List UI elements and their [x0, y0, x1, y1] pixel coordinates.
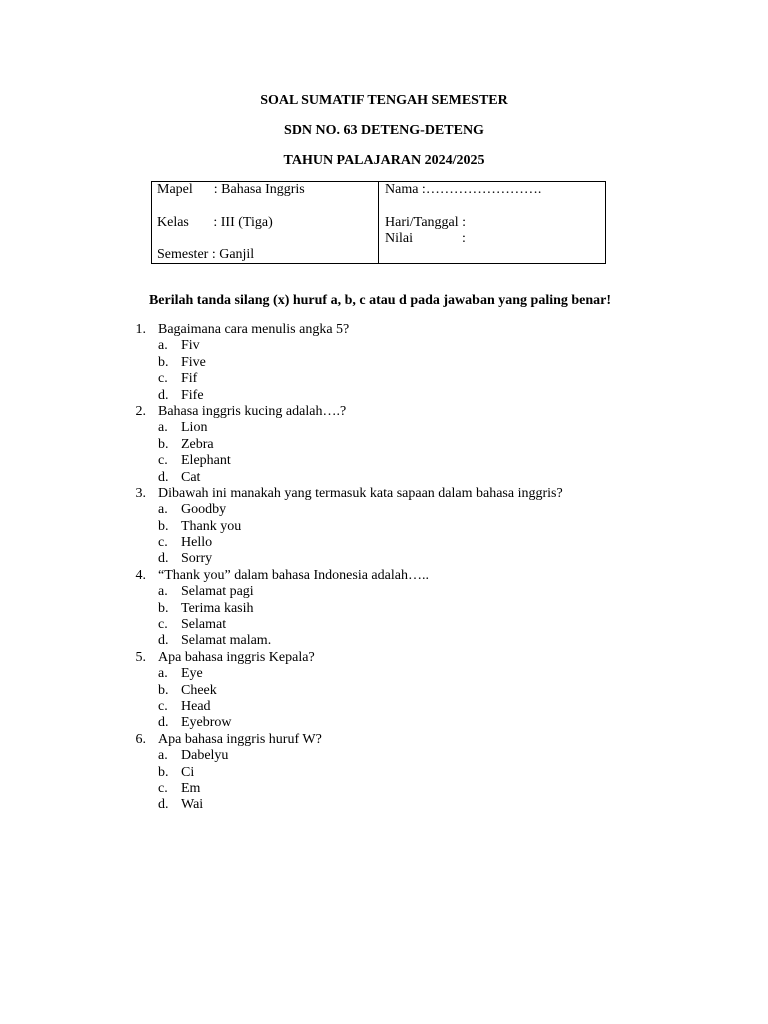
option-text: Hello	[181, 535, 213, 551]
option-letter: b.	[158, 682, 169, 698]
answer-option	[130, 666, 650, 682]
option-letter: a.	[158, 584, 168, 600]
option-text: Fif	[181, 371, 198, 387]
option-letter: b.	[158, 354, 169, 370]
option-text: Eye	[181, 666, 203, 682]
option-text: Thank you	[181, 518, 242, 534]
answer-option	[130, 535, 650, 551]
answer-option	[130, 502, 650, 518]
answer-option	[130, 797, 650, 813]
question-item	[130, 568, 650, 584]
question-item	[130, 486, 650, 502]
academic-year: TAHUN PALAJARAN 2024/2025	[283, 153, 485, 168]
name-field: Nama :…………………….	[385, 182, 542, 197]
option-text: Cat	[181, 469, 201, 485]
option-letter: a.	[158, 338, 168, 354]
question-item	[130, 732, 650, 748]
option-text: Selamat pagi	[181, 584, 254, 600]
option-text: Lion	[181, 420, 208, 436]
question-text: Bahasa inggris kucing adalah….?	[158, 403, 347, 419]
answer-option	[130, 355, 650, 371]
option-letter: d.	[158, 469, 169, 485]
answer-option	[130, 715, 650, 731]
option-letter: b.	[158, 518, 169, 534]
option-letter: d.	[158, 551, 169, 567]
option-text: Cheek	[181, 682, 217, 698]
question-text: Apa bahasa inggris Kepala?	[158, 649, 315, 665]
option-text: Ci	[181, 764, 195, 780]
answer-option	[130, 683, 650, 699]
question-text: “Thank you” dalam bahasa Indonesia adalah…..	[158, 567, 429, 583]
question-item	[130, 404, 650, 420]
question-number: 5.	[135, 649, 146, 665]
option-text: Eyebrow	[181, 715, 232, 731]
option-text: Em	[181, 780, 201, 796]
option-letter: c.	[158, 535, 168, 551]
option-letter: b.	[158, 764, 169, 780]
option-text: Zebra	[181, 436, 214, 452]
instruction-text: Berilah tanda silang (x) huruf a, b, c atau d pada jawaban yang paling benar!	[148, 293, 612, 308]
answer-option	[130, 699, 650, 715]
score-field: Nilai :	[385, 231, 466, 246]
question-text: Apa bahasa inggris huruf W?	[158, 731, 322, 747]
table-column-divider	[378, 182, 379, 263]
question-list	[130, 322, 650, 814]
answer-option	[130, 470, 650, 486]
option-letter: b.	[158, 436, 169, 452]
option-letter: a.	[158, 420, 168, 436]
answer-option	[130, 420, 650, 436]
answer-option	[130, 633, 650, 649]
option-letter: c.	[158, 617, 168, 633]
option-text: Head	[181, 698, 211, 714]
answer-option	[130, 765, 650, 781]
question-text: Dibawah ini manakah yang termasuk kata sapaan dalam bahasa inggris?	[158, 485, 563, 501]
semester-field: Semester : Ganjil	[157, 247, 255, 262]
question-number: 2.	[135, 403, 146, 419]
question-number: 3.	[135, 485, 146, 501]
option-letter: c.	[158, 453, 168, 469]
option-letter: d.	[158, 797, 169, 813]
answer-option	[130, 551, 650, 567]
answer-option	[130, 371, 650, 387]
option-text: Terima kasih	[181, 600, 254, 616]
answer-option	[130, 617, 650, 633]
answer-option	[130, 584, 650, 600]
option-text: Selamat	[181, 617, 227, 633]
answer-option	[130, 781, 650, 797]
question-text: Bagaimana cara menulis angka 5?	[158, 322, 350, 337]
question-number: 1.	[135, 322, 146, 337]
subject-field: Mapel : Bahasa Inggris	[157, 182, 305, 197]
question-number: 4.	[135, 567, 146, 583]
question-item	[130, 650, 650, 666]
option-letter: b.	[158, 600, 169, 616]
answer-option	[130, 388, 650, 404]
option-text: Elephant	[181, 453, 231, 469]
option-letter: a.	[158, 748, 168, 764]
school-name: SDN NO. 63 DETENG-DETENG	[284, 123, 484, 138]
exam-title: SOAL SUMATIF TENGAH SEMESTER	[260, 93, 508, 108]
answer-option	[130, 338, 650, 354]
option-letter: a.	[158, 502, 168, 518]
option-letter: d.	[158, 633, 169, 649]
answer-option	[130, 453, 650, 469]
question-item	[130, 322, 650, 338]
option-text: Fife	[181, 387, 204, 403]
option-letter: a.	[158, 666, 168, 682]
option-text: Sorry	[181, 551, 213, 567]
option-letter: c.	[158, 698, 168, 714]
option-text: Dabelyu	[181, 748, 229, 764]
class-field: Kelas : III (Tiga)	[157, 215, 273, 230]
date-field: Hari/Tanggal :	[385, 215, 467, 230]
option-text: Fiv	[181, 338, 200, 354]
option-text: Wai	[181, 797, 204, 813]
option-letter: d.	[158, 715, 169, 731]
student-info-table	[151, 181, 606, 264]
answer-option	[130, 519, 650, 535]
answer-option	[130, 601, 650, 617]
question-number: 6.	[135, 731, 146, 747]
option-text: Selamat malam.	[181, 633, 272, 649]
option-letter: c.	[158, 371, 168, 387]
answer-option	[130, 437, 650, 453]
option-text: Five	[181, 354, 206, 370]
option-text: Goodby	[181, 502, 227, 518]
option-letter: d.	[158, 387, 169, 403]
option-letter: c.	[158, 780, 168, 796]
answer-option	[130, 748, 650, 764]
